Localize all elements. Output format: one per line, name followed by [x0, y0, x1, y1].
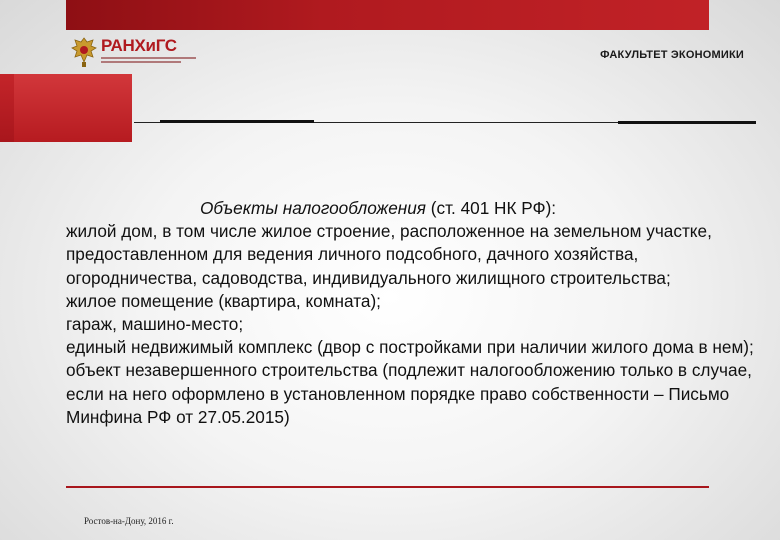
top-decorative-bar — [66, 0, 709, 30]
list-item: объект незавершенного строительства (подлежит налогообложению только в случае, если на него оформлено в установленном порядке право собственности – Письмо Минфина РФ от 27.05.2015) — [66, 360, 752, 427]
eagle-emblem-icon — [70, 36, 98, 68]
list-item: гараж, машино-место; — [66, 314, 244, 335]
footer-location-year: Ростов-на-Дону, 2016 г. — [84, 516, 174, 526]
list-item: жилое помещение (квартира, комната); — [66, 290, 381, 311]
logo-subtitle-lines — [101, 57, 196, 67]
header-divider-accent-left — [160, 120, 314, 123]
footer-divider — [66, 486, 709, 488]
left-red-block-highlight — [14, 74, 132, 142]
list-item: жилой дом, в том числе жилое строение, расположенное на земельном участке, предоставленном для ведения личного подсобного, дачного хозяйства, огородничества, садоводства, индивидуального жилищного строительства; — [66, 221, 712, 288]
list-item: единый недвижимый комплекс (двор с постройками при наличии жилого дома в нем); — [66, 337, 754, 358]
header-divider-accent-right — [618, 121, 756, 124]
slide-heading — [66, 197, 766, 220]
faculty-title: ФАКУЛЬТЕТ ЭКОНОМИКИ — [600, 49, 744, 61]
heading-italic: Объекты налогообложения — [200, 198, 426, 218]
ranepa-logo — [70, 36, 210, 70]
logo-wordmark: РАНХиГС — [101, 36, 177, 55]
heading-rest: (ст. 401 НК РФ): — [425, 198, 557, 218]
slide-body — [66, 197, 766, 429]
